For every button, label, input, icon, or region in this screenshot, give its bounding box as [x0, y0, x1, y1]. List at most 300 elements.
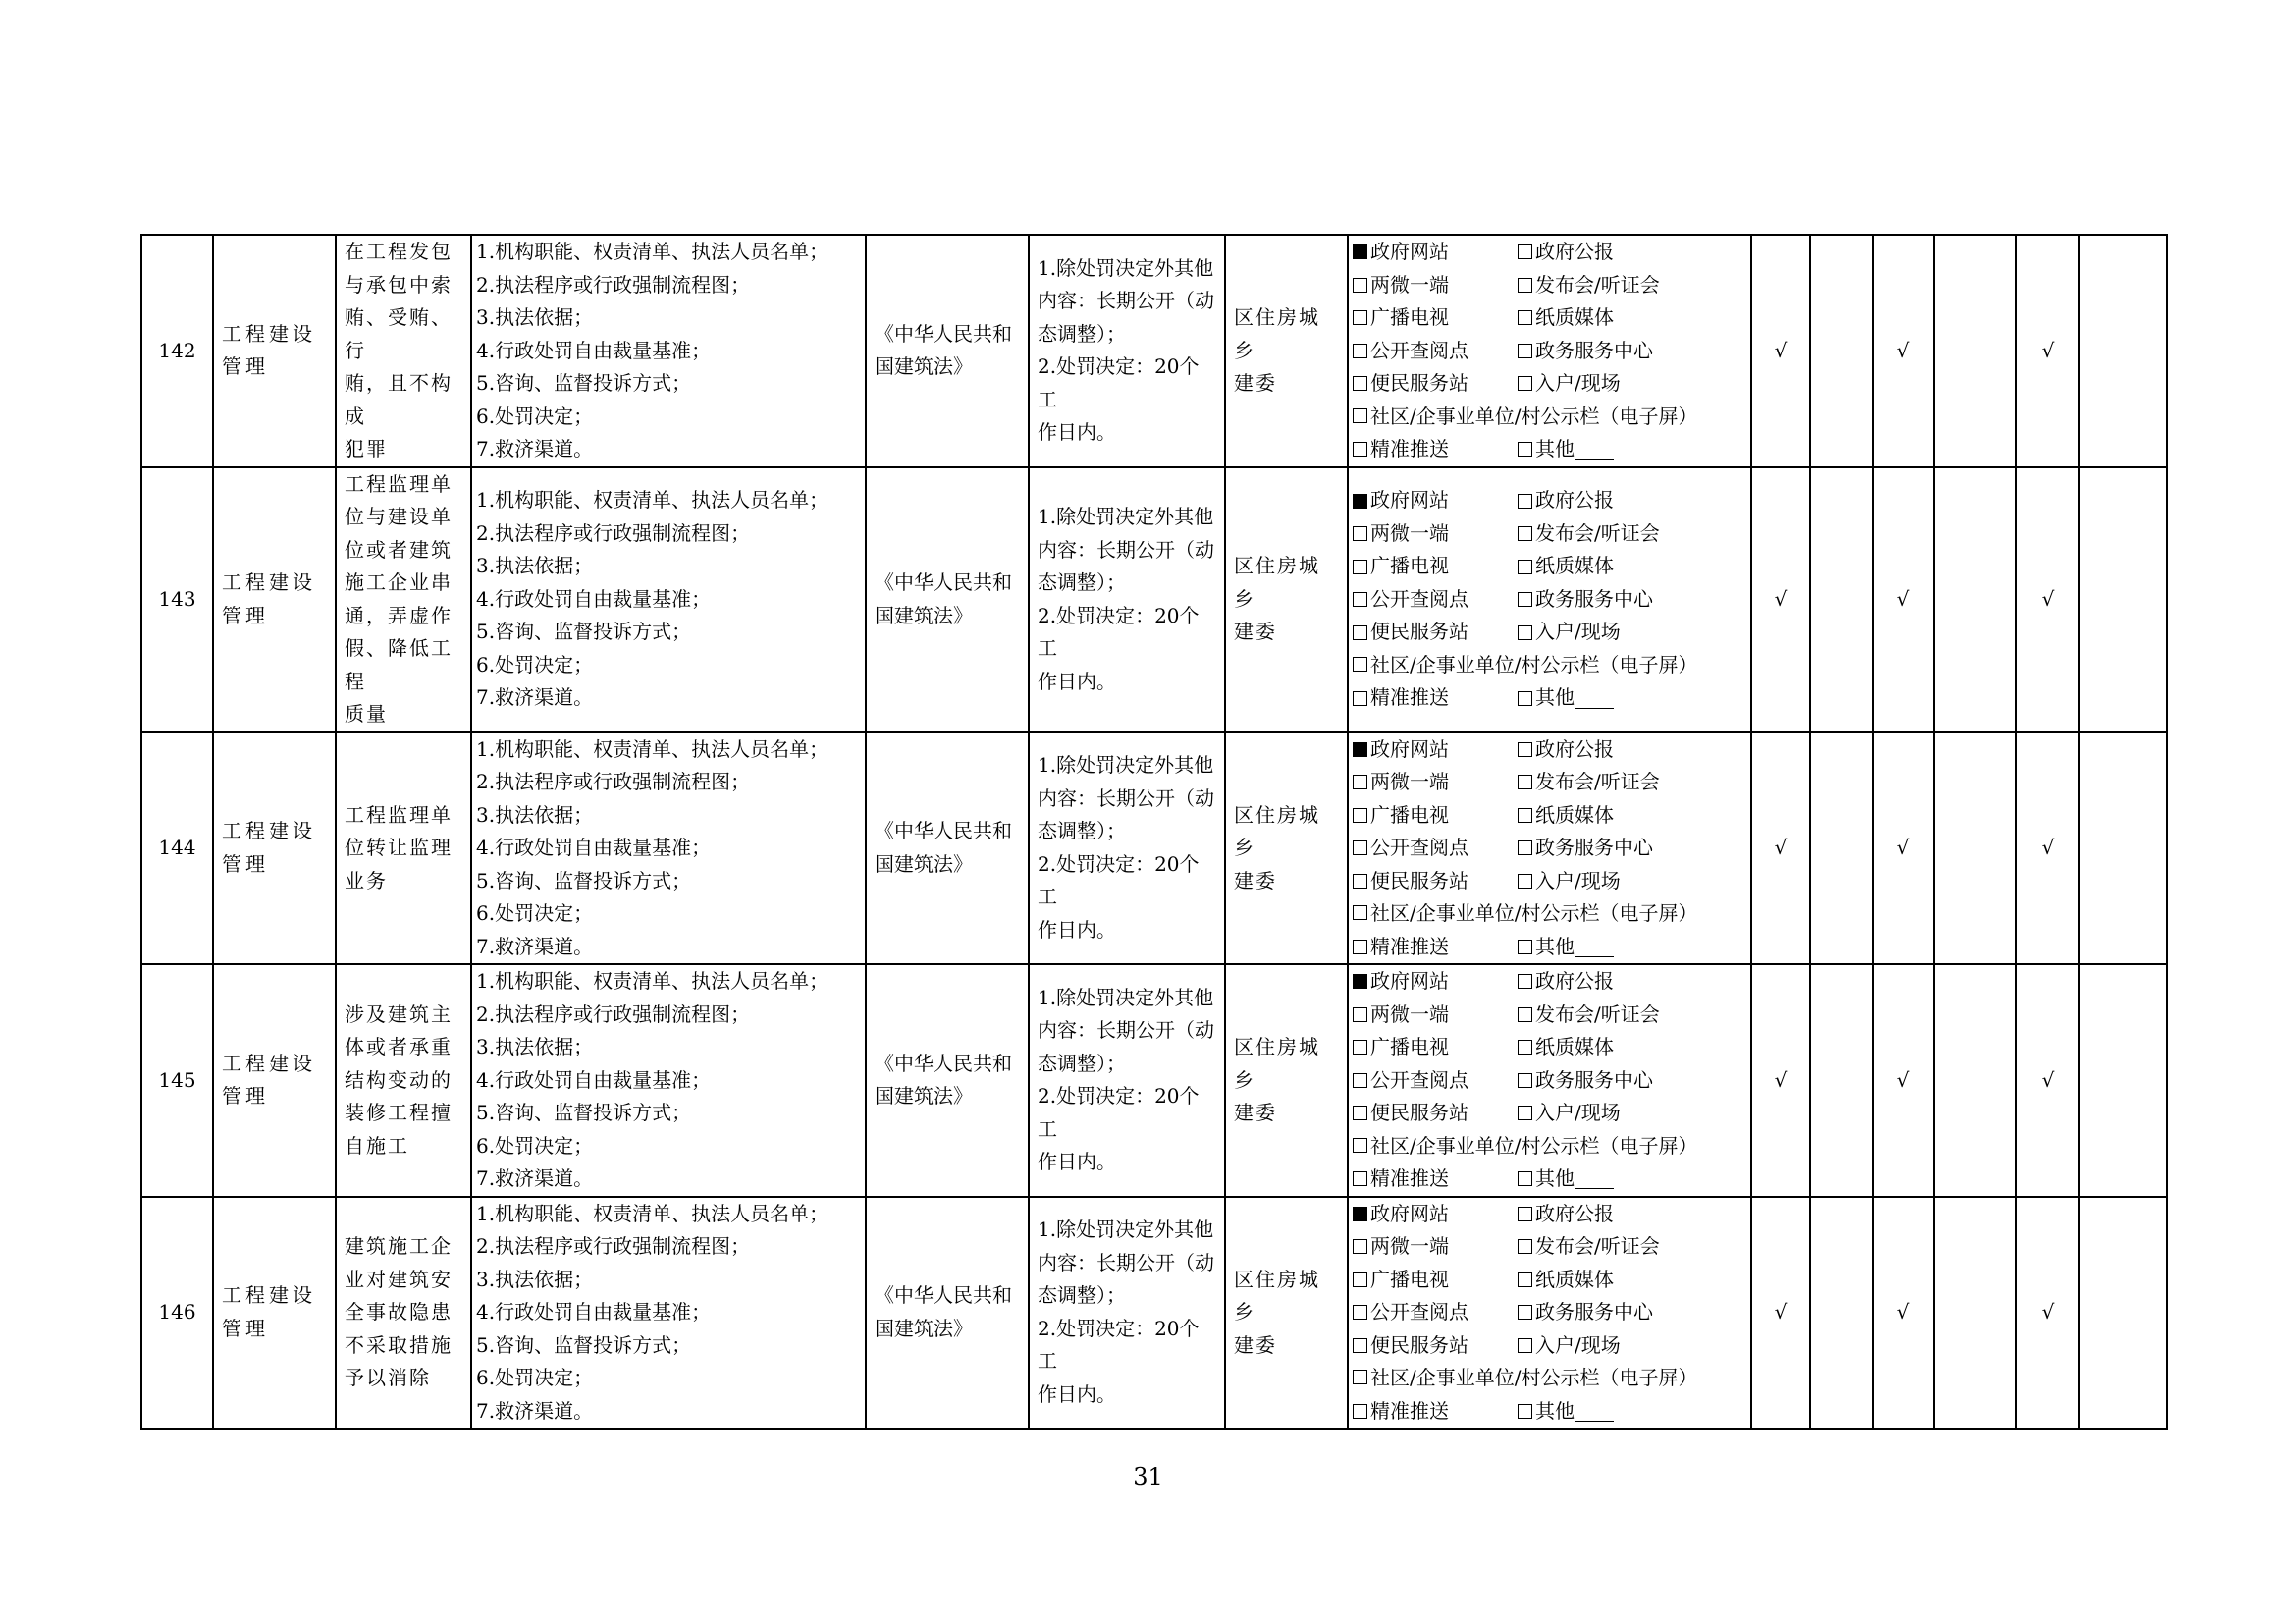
channel-label: 便民服务站 [1370, 1101, 1468, 1124]
channel-option [1518, 1031, 1682, 1064]
channel-option [1353, 865, 1518, 898]
channel-option [1518, 1097, 1682, 1130]
empty-mark-cell [1934, 732, 2016, 965]
channel-label: 纸质媒体 [1535, 1035, 1614, 1058]
checkbox-icon [1353, 657, 1367, 672]
text-line: 位或者建筑 [345, 537, 453, 562]
channel-label: 其他 [1535, 1166, 1575, 1190]
channel-option [1353, 832, 1518, 865]
time-limit-cell [1029, 964, 1225, 1197]
channel-cell [1348, 235, 1751, 467]
channel-label: 广播电视 [1370, 1035, 1449, 1058]
channel-option [1518, 1264, 1682, 1297]
channel-label: 发布会/听证会 [1535, 1234, 1660, 1258]
text-line: 涉及建筑主 [345, 1001, 453, 1026]
text-line: 3.执法依据； [476, 1267, 594, 1291]
checkbox-icon [1353, 442, 1367, 457]
channel-option [1353, 965, 1518, 999]
checkbox-icon [1353, 625, 1367, 640]
text-line: 假、降低工程 [345, 636, 453, 693]
time-limit-cell [1029, 467, 1225, 732]
channel-option [1353, 484, 1518, 517]
channel-row [1353, 433, 1746, 466]
checkbox-icon [1353, 840, 1367, 855]
checkbox-icon [1353, 310, 1367, 325]
channel-row [1353, 931, 1746, 964]
time-limit-cell [1029, 1197, 1225, 1430]
channel-option [1353, 517, 1518, 551]
text-line: 3.执法依据； [476, 802, 594, 827]
channel-row [1353, 832, 1746, 865]
channel-option [1518, 269, 1682, 302]
text-line: 《中华人民共和 [875, 321, 1012, 346]
channel-option [1353, 1296, 1518, 1329]
time-limit-cell [1029, 732, 1225, 965]
checkbox-icon [1518, 974, 1532, 989]
channel-option [1518, 733, 1682, 767]
checkbox-icon [1518, 310, 1532, 325]
channel-row [1353, 301, 1746, 335]
fill-blank [1575, 688, 1614, 709]
channel-row [1353, 1064, 1746, 1098]
text-line: 国建筑法》 [875, 354, 973, 379]
checkbox-icon [1518, 691, 1532, 706]
channel-option [1353, 1097, 1518, 1130]
checkbox-icon [1518, 526, 1532, 541]
channel-label: 入户/现场 [1535, 371, 1621, 395]
channel-option [1353, 583, 1518, 617]
channel-option [1518, 1064, 1682, 1098]
channel-label: 精准推送 [1370, 1398, 1449, 1423]
text-line: 国建筑法》 [875, 603, 973, 627]
channel-label: 纸质媒体 [1535, 802, 1614, 827]
checkbox-icon [1518, 742, 1532, 757]
channel-option [1518, 583, 1682, 617]
text-line: 建委 [1234, 868, 1277, 893]
text-line: 区住房城乡 [1234, 1267, 1320, 1324]
check-mark: √ [2016, 1197, 2079, 1430]
channel-label: 便民服务站 [1370, 1332, 1468, 1357]
channel-cell [1348, 467, 1751, 732]
checkbox-icon [1518, 376, 1532, 391]
channel-row [1353, 1230, 1746, 1264]
text-line: 1.机构职能、权责清单、执法人员名单； [476, 488, 829, 513]
text-line: 装修工程擅 [345, 1101, 453, 1124]
text-line: 贿，且不构成 [345, 371, 453, 428]
channel-option [1353, 236, 1518, 269]
text-line: 6.处罚决定； [476, 1133, 594, 1158]
checkbox-icon [1353, 1040, 1367, 1055]
channel-option [1518, 236, 1682, 269]
text-line: 7.救济渠道。 [476, 934, 594, 958]
channel-row [1353, 269, 1746, 302]
text-line: 区住房城乡 [1234, 1035, 1320, 1092]
checkbox-icon [1353, 1404, 1367, 1419]
check-mark: √ [1873, 1197, 1934, 1430]
category-cell: 工程建设管理 [213, 964, 336, 1197]
text-line: 内容：长期公开（动 [1038, 537, 1214, 562]
channel-option [1353, 931, 1518, 964]
channel-label: 政府公报 [1535, 736, 1614, 761]
check-mark: √ [1873, 964, 1934, 1197]
checkbox-icon [1518, 1073, 1532, 1088]
channel-label: 广播电视 [1370, 1267, 1449, 1291]
channel-option [1518, 367, 1682, 401]
text-line: 《中华人民共和 [875, 1283, 1012, 1308]
channel-row [1353, 965, 1746, 999]
checkbox-icon [1353, 1073, 1367, 1088]
channel-label: 发布会/听证会 [1535, 1001, 1660, 1026]
text-line: 2.执法程序或行政强制流程图； [476, 1001, 751, 1026]
text-line: 1.机构职能、权责清单、执法人员名单； [476, 969, 829, 993]
channel-label: 其他 [1535, 1398, 1575, 1423]
channel-option [1353, 999, 1518, 1032]
text-line: 内容：长期公开（动 [1038, 289, 1214, 313]
checkbox-icon [1518, 1404, 1532, 1419]
text-line: 工程监理单 [345, 471, 453, 496]
empty-mark-cell [1810, 235, 1873, 467]
text-line: 位转让监理 [345, 836, 453, 859]
checkbox-icon [1518, 1305, 1532, 1320]
channel-option [1353, 1329, 1518, 1363]
channel-option [1353, 367, 1518, 401]
text-line: 自施工 [345, 1133, 409, 1158]
row-number: 145 [141, 964, 213, 1197]
channel-label: 政府网站 [1370, 969, 1449, 993]
channel-option [1518, 999, 1682, 1032]
check-mark: √ [2016, 964, 2079, 1197]
checkbox-icon [1353, 1138, 1367, 1153]
page-number: 31 [1133, 1463, 1163, 1490]
text-line: 在工程发包 [345, 240, 453, 263]
channel-row [1353, 1130, 1746, 1164]
channel-label: 政务服务中心 [1535, 338, 1653, 362]
table-row [141, 964, 2167, 1197]
checkbox-icon [1353, 1305, 1367, 1320]
text-line: 5.咨询、监督投诉方式； [476, 620, 692, 644]
empty-mark-cell [1934, 235, 2016, 467]
channel-row [1353, 1329, 1746, 1363]
channel-row [1353, 401, 1746, 434]
channel-label: 政务服务中心 [1535, 586, 1653, 611]
text-line: 建筑施工企 [345, 1234, 453, 1258]
channel-option [1518, 799, 1682, 833]
text-line: 1.机构职能、权责清单、执法人员名单； [476, 240, 829, 263]
channel-label: 公开查阅点 [1370, 338, 1468, 362]
check-mark: √ [1873, 732, 1934, 965]
empty-mark-cell [2079, 964, 2167, 1197]
subject-cell [1225, 235, 1348, 467]
channel-option [1353, 335, 1518, 368]
channel-label: 两微一端 [1370, 1234, 1449, 1258]
text-line: 4.行政处罚自由裁量基准； [476, 338, 712, 362]
channel-label: 政府公报 [1535, 240, 1614, 263]
table-row [141, 467, 2167, 732]
check-mark: √ [2016, 467, 2079, 732]
checkbox-icon [1518, 1338, 1532, 1353]
checkbox-icon [1353, 874, 1367, 889]
text-line: 6.处罚决定； [476, 1366, 594, 1389]
text-line: 6.处罚决定； [476, 404, 594, 428]
text-line: 5.咨询、监督投诉方式； [476, 1101, 692, 1124]
category-cell: 工程建设管理 [213, 467, 336, 732]
checkbox-icon [1353, 1370, 1367, 1384]
check-mark: √ [1873, 235, 1934, 467]
text-line: 4.行政处罚自由裁量基准； [476, 1300, 712, 1324]
check-mark: √ [1873, 467, 1934, 732]
text-line: 2.执法程序或行政强制流程图； [476, 770, 751, 793]
content-cell [471, 732, 866, 965]
checkbox-icon [1353, 1171, 1367, 1186]
channel-option [1518, 832, 1682, 865]
channel-label: 纸质媒体 [1535, 1267, 1614, 1291]
channel-row [1353, 1198, 1746, 1231]
channel-label: 社区/企事业单位/村公示栏（电子屏） [1370, 1133, 1698, 1158]
checked-box-icon [1353, 974, 1367, 989]
channel-label: 两微一端 [1370, 272, 1449, 297]
channel-label: 精准推送 [1370, 1166, 1449, 1190]
checkbox-icon [1353, 775, 1367, 789]
text-line: 建委 [1234, 620, 1277, 644]
checkbox-icon [1518, 494, 1532, 509]
channel-label: 广播电视 [1370, 554, 1449, 578]
empty-mark-cell [2079, 467, 2167, 732]
text-line: 3.执法依据； [476, 554, 594, 578]
channel-row [1353, 517, 1746, 551]
text-line: 业对建筑安 [345, 1267, 453, 1291]
empty-mark-cell [1934, 964, 2016, 1197]
text-line: 3.执法依据； [476, 305, 594, 329]
text-line: 结构变动的 [345, 1067, 453, 1092]
check-mark: √ [1751, 235, 1810, 467]
channel-label: 政务服务中心 [1535, 1300, 1653, 1324]
channel-row [1353, 865, 1746, 898]
text-line: 《中华人民共和 [875, 1051, 1012, 1075]
channel-label: 社区/企事业单位/村公示栏（电子屏） [1370, 1366, 1698, 1389]
text-line: 4.行政处罚自由裁量基准； [476, 586, 712, 611]
text-line: 内容：长期公开（动 [1038, 1018, 1214, 1043]
category-cell: 工程建设管理 [213, 732, 336, 965]
checkbox-icon [1353, 1338, 1367, 1353]
checkbox-icon [1518, 592, 1532, 607]
channel-row [1353, 484, 1746, 517]
channel-label: 政府公报 [1535, 1201, 1614, 1225]
channel-row [1353, 367, 1746, 401]
text-line: 1.除处罚决定外其他 [1038, 255, 1214, 280]
channel-option [1353, 433, 1518, 466]
text-line: 1.机构职能、权责清单、执法人员名单； [476, 1201, 829, 1225]
table-row [141, 732, 2167, 965]
text-line: 态调整）； [1038, 1051, 1126, 1075]
checkbox-icon [1518, 442, 1532, 457]
text-line: 区住房城乡 [1234, 802, 1320, 859]
channel-label: 社区/企事业单位/村公示栏（电子屏） [1370, 901, 1698, 925]
content-cell [471, 964, 866, 1197]
checkbox-icon [1518, 1040, 1532, 1055]
text-line: 作日内。 [1038, 1381, 1116, 1406]
text-line: 作日内。 [1038, 420, 1116, 445]
channel-label: 发布会/听证会 [1535, 770, 1660, 793]
channel-option [1518, 1296, 1682, 1329]
channel-option [1518, 1230, 1682, 1264]
text-line: 2.执法程序或行政强制流程图； [476, 520, 751, 545]
channel-cell [1348, 964, 1751, 1197]
text-line: 1.除处罚决定外其他 [1038, 1218, 1214, 1242]
empty-mark-cell [1810, 1197, 1873, 1430]
empty-mark-cell [2079, 732, 2167, 965]
checkbox-icon [1353, 278, 1367, 293]
text-line: 《中华人民共和 [875, 570, 1012, 594]
checkbox-icon [1518, 244, 1532, 259]
channel-row [1353, 999, 1746, 1032]
content-cell [471, 467, 866, 732]
channel-option [1353, 681, 1518, 715]
channel-row [1353, 550, 1746, 583]
text-line: 区住房城乡 [1234, 554, 1320, 611]
channel-option [1353, 733, 1518, 767]
text-line: 5.咨询、监督投诉方式； [476, 868, 692, 893]
empty-mark-cell [1810, 467, 1873, 732]
checkbox-icon [1518, 808, 1532, 823]
channel-row [1353, 583, 1746, 617]
text-line: 不采取措施 [345, 1332, 453, 1357]
channel-label: 社区/企事业单位/村公示栏（电子屏） [1370, 404, 1698, 428]
checkbox-icon [1518, 1239, 1532, 1254]
channel-label: 政务服务中心 [1535, 1067, 1653, 1092]
channel-option [1518, 1329, 1682, 1363]
channel-label: 两微一端 [1370, 770, 1449, 793]
channel-row [1353, 1296, 1746, 1329]
checkbox-icon [1518, 940, 1532, 954]
text-line: 作日内。 [1038, 669, 1116, 693]
channel-label: 入户/现场 [1535, 620, 1621, 644]
table-row [141, 235, 2167, 467]
basis-cell [866, 964, 1029, 1197]
basis-cell [866, 467, 1029, 732]
text-line: 位与建设单 [345, 505, 453, 528]
basis-cell [866, 1197, 1029, 1430]
channel-option [1518, 965, 1682, 999]
text-line: 建委 [1234, 1332, 1277, 1357]
empty-mark-cell [2079, 1197, 2167, 1430]
channel-label: 公开查阅点 [1370, 586, 1468, 611]
checked-box-icon [1353, 742, 1367, 757]
checkbox-icon [1518, 1171, 1532, 1186]
text-line: 业务 [345, 868, 388, 893]
channel-label: 便民服务站 [1370, 371, 1468, 395]
checked-box-icon [1353, 494, 1367, 509]
empty-mark-cell [1934, 1197, 2016, 1430]
empty-mark-cell [2079, 235, 2167, 467]
channel-row [1353, 335, 1746, 368]
text-line: 作日内。 [1038, 917, 1116, 942]
channel-row [1353, 1264, 1746, 1297]
channel-option [1353, 1163, 1518, 1196]
channel-option [1353, 897, 1697, 931]
checkbox-icon [1353, 376, 1367, 391]
text-line: 区住房城乡 [1234, 305, 1320, 362]
channel-label: 入户/现场 [1535, 868, 1621, 893]
checkbox-icon [1518, 775, 1532, 789]
text-line: 国建筑法》 [875, 1084, 973, 1109]
checkbox-icon [1353, 808, 1367, 823]
subject-cell [1225, 467, 1348, 732]
channel-row [1353, 733, 1746, 767]
channel-option [1353, 1362, 1697, 1395]
channel-label: 政府网站 [1370, 240, 1449, 263]
channel-label: 发布会/听证会 [1535, 520, 1660, 545]
channel-row [1353, 766, 1746, 799]
empty-mark-cell [1810, 732, 1873, 965]
text-line: 贿、受贿、行 [345, 305, 453, 362]
channel-option [1518, 433, 1682, 466]
channel-option [1518, 681, 1682, 715]
channel-row [1353, 897, 1746, 931]
checkbox-icon [1353, 1239, 1367, 1254]
checkbox-icon [1353, 560, 1367, 574]
channel-row [1353, 1031, 1746, 1064]
channel-option [1518, 1163, 1682, 1196]
text-line: 国建筑法》 [875, 851, 973, 876]
text-line: 6.处罚决定； [476, 652, 594, 677]
channel-option [1518, 335, 1682, 368]
subject-cell [1225, 964, 1348, 1197]
checkbox-icon [1518, 1106, 1532, 1120]
text-line: 态调整）； [1038, 570, 1126, 594]
content-cell [471, 1197, 866, 1430]
checked-box-icon [1353, 1207, 1367, 1221]
text-line: 7.救济渠道。 [476, 685, 594, 710]
channel-label: 便民服务站 [1370, 868, 1468, 893]
channel-label: 社区/企事业单位/村公示栏（电子屏） [1370, 652, 1698, 677]
checkbox-icon [1353, 1106, 1367, 1120]
fill-blank [1575, 937, 1614, 957]
checkbox-icon [1353, 592, 1367, 607]
checkbox-icon [1518, 1272, 1532, 1287]
checkbox-icon [1353, 408, 1367, 423]
text-line: 2.执法程序或行政强制流程图； [476, 272, 751, 297]
channel-label: 纸质媒体 [1535, 305, 1614, 329]
channel-row [1353, 649, 1746, 682]
channel-label: 其他 [1535, 934, 1575, 958]
item-cell [336, 964, 471, 1197]
channel-label: 两微一端 [1370, 520, 1449, 545]
channel-row [1353, 1097, 1746, 1130]
fill-blank [1575, 1168, 1614, 1189]
checkbox-icon [1353, 344, 1367, 358]
text-line: 1.机构职能、权责清单、执法人员名单； [476, 736, 829, 761]
channel-option [1353, 1130, 1697, 1164]
table-row [141, 1197, 2167, 1430]
text-line: 7.救济渠道。 [476, 1166, 594, 1190]
channel-row [1353, 1395, 1746, 1429]
text-line: 2.执法程序或行政强制流程图； [476, 1234, 751, 1258]
text-line: 体或者承重 [345, 1035, 453, 1058]
channel-label: 政务服务中心 [1535, 836, 1653, 859]
channel-label: 发布会/听证会 [1535, 272, 1660, 297]
channel-row [1353, 1362, 1746, 1395]
item-cell [336, 235, 471, 467]
category-cell: 工程建设管理 [213, 1197, 336, 1430]
text-line: 7.救济渠道。 [476, 437, 594, 460]
check-mark: √ [2016, 235, 2079, 467]
text-line: 2.处罚决定：20个工 [1038, 354, 1200, 411]
empty-mark-cell [1934, 467, 2016, 732]
text-line: 犯罪 [345, 437, 388, 460]
channel-label: 其他 [1535, 685, 1575, 710]
channel-label: 入户/现场 [1535, 1332, 1621, 1357]
checkbox-icon [1353, 526, 1367, 541]
